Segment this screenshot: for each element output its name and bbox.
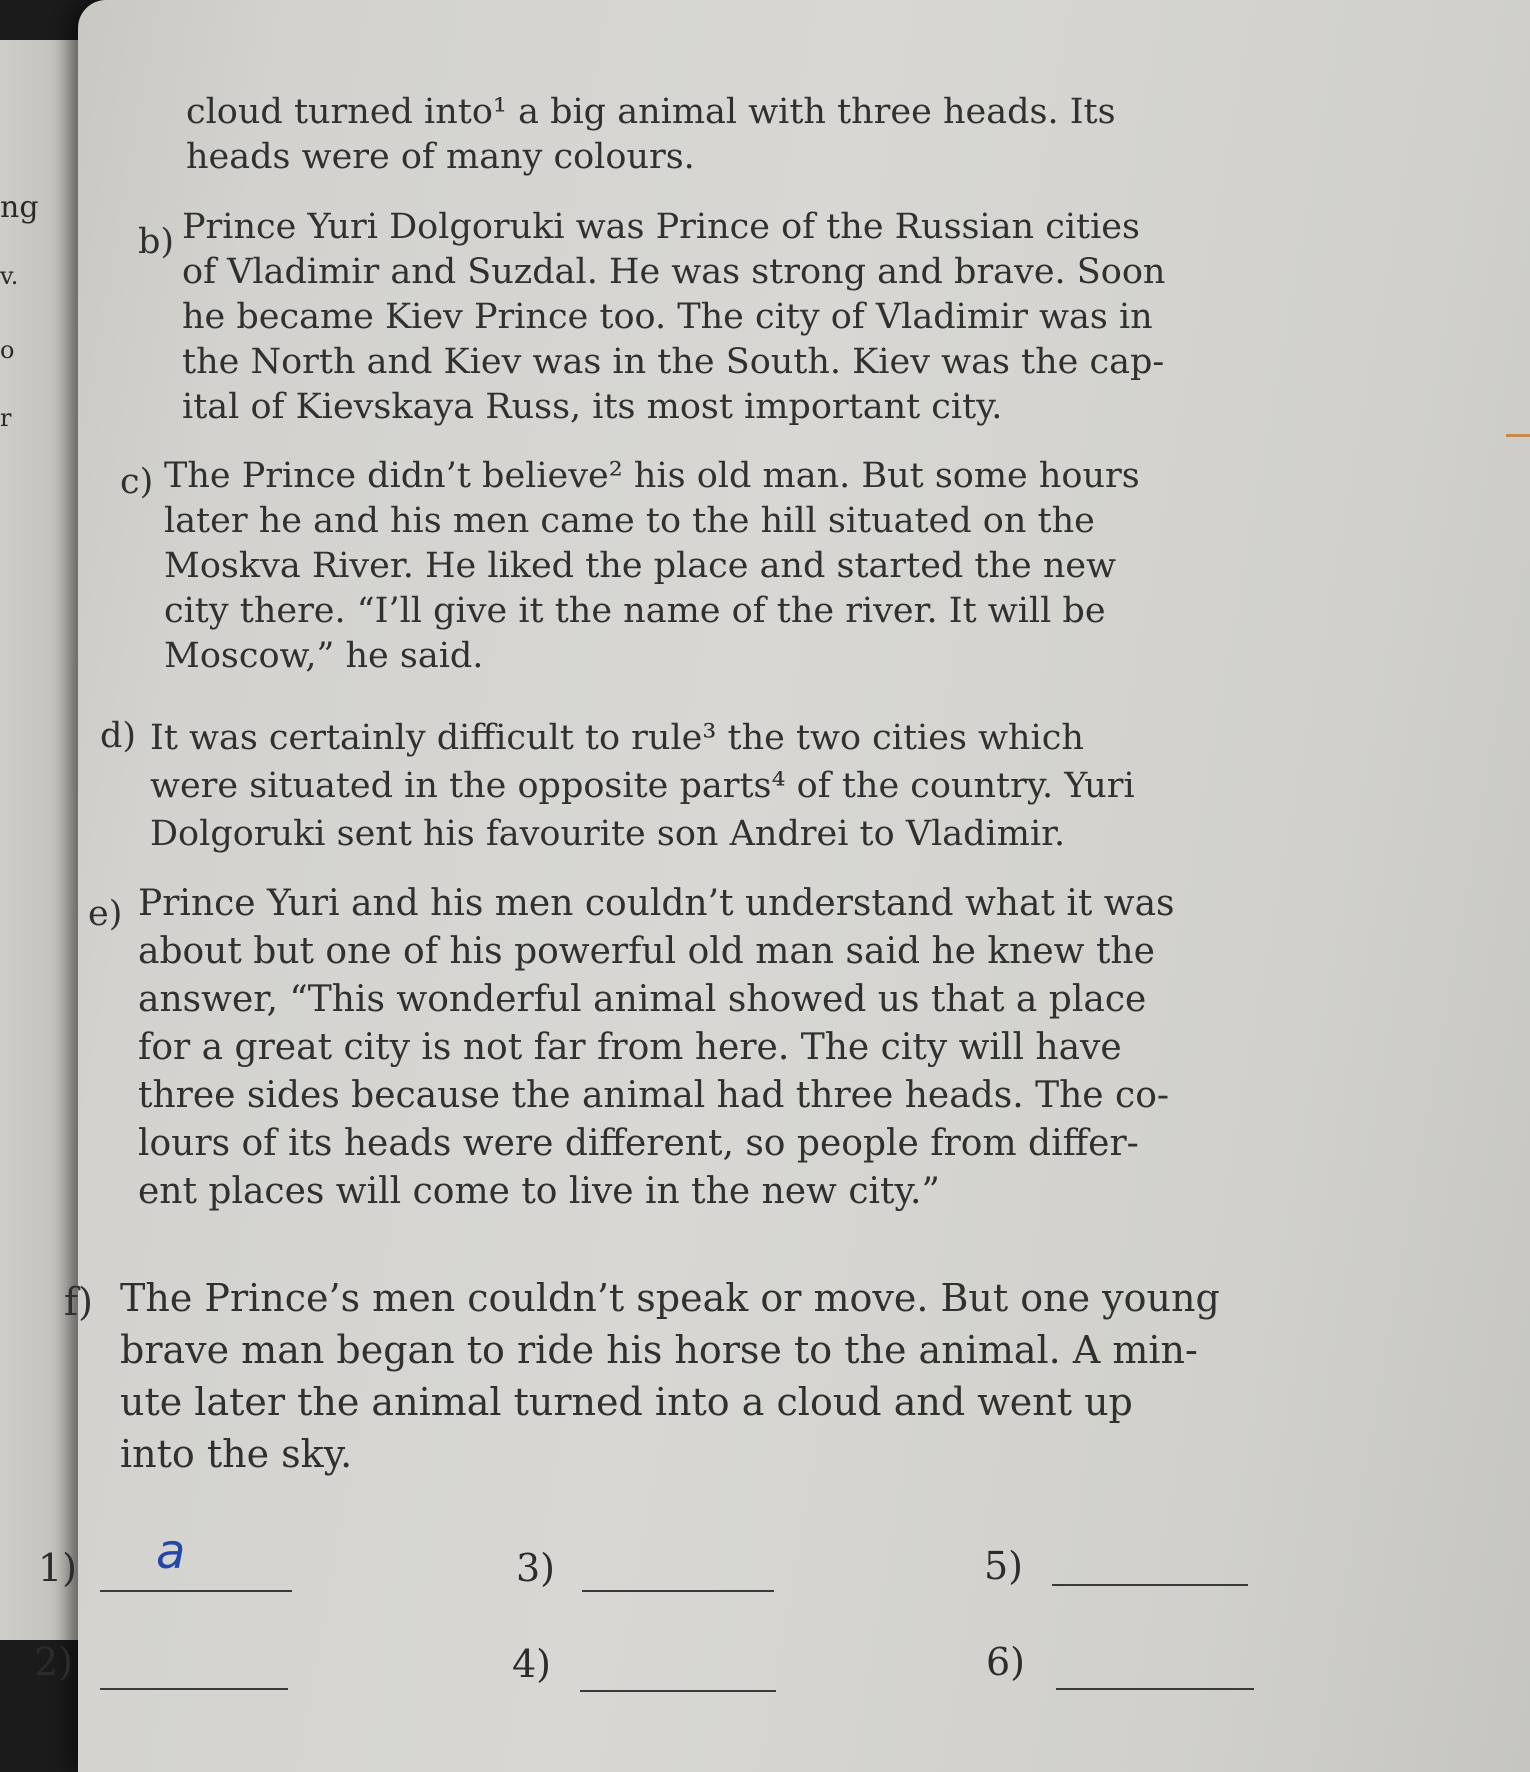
text-line: The Prince didn’t believe² his old man. But some hours <box>164 456 1140 496</box>
text-line: It was certainly difficult to rule³ the two cities which <box>150 718 1084 758</box>
left-page-fragment: r <box>0 404 12 432</box>
text-line: he became Kiev Prince too. The city of Vladimir was in <box>182 297 1153 337</box>
answer-blank[interactable] <box>580 1690 776 1692</box>
textbook-page <box>34 0 1530 1772</box>
answer-blank[interactable] <box>582 1590 774 1592</box>
text-line: heads were of many colours. <box>186 137 695 177</box>
text-line: answer, “This wonderful animal showed us that a place <box>138 979 1147 1020</box>
paragraph-letter: f) <box>64 1280 93 1324</box>
answer-blank[interactable] <box>1056 1688 1254 1690</box>
text-line: ute later the animal turned into a cloud and went up <box>120 1380 1133 1424</box>
paragraph-b <box>182 205 1446 430</box>
paragraph-d <box>150 714 1480 858</box>
answer-label: 6) <box>986 1640 1026 1684</box>
answer-blank[interactable] <box>100 1688 288 1690</box>
answer-label: 4) <box>512 1642 552 1686</box>
text-line: were situated in the opposite parts⁴ of the country. Yuri <box>150 766 1135 806</box>
left-page-fragment: ng <box>0 190 39 225</box>
paragraph-letter: c) <box>120 462 154 502</box>
answer-label: 3) <box>516 1546 556 1590</box>
handwritten-answer: a <box>156 1524 186 1580</box>
text-line: about but one of his powerful old man said he knew the <box>138 931 1155 972</box>
left-page-fragment: v. <box>0 262 19 290</box>
answer-blank[interactable] <box>1052 1584 1248 1586</box>
text-line: Moscow,” he said. <box>164 636 484 676</box>
text-line: later he and his men came to the hill situated on the <box>164 501 1095 541</box>
text-line: the North and Kiev was in the South. Kiev was the cap- <box>182 342 1165 382</box>
text-line: brave man began to ride his horse to the animal. A min- <box>120 1328 1198 1372</box>
paragraph-letter: b) <box>138 222 175 262</box>
paragraph-letter: d) <box>100 716 137 756</box>
paragraph-letter: e) <box>88 894 123 934</box>
text-line: ital of Kievskaya Russ, its most important city. <box>182 387 1003 427</box>
text-line: ent places will come to live in the new city.” <box>138 1171 940 1212</box>
answer-blank[interactable] <box>100 1590 292 1592</box>
answer-label: 5) <box>984 1544 1024 1588</box>
paragraph-a <box>186 90 1436 180</box>
left-page-fragment: o <box>0 336 15 364</box>
answer-label: 2) <box>34 1640 74 1684</box>
text-line: into the sky. <box>120 1432 353 1476</box>
text-line: of Vladimir and Suzdal. He was strong and brave. Soon <box>182 252 1166 292</box>
text-line: city there. “I’ll give it the name of the river. It will be <box>164 591 1106 631</box>
paragraph-e <box>138 880 1498 1216</box>
text-line: Prince Yuri Dolgoruki was Prince of the Russian cities <box>182 207 1140 247</box>
margin-mark <box>1506 434 1530 437</box>
text-line: cloud turned into¹ a big animal with three heads. Its <box>186 92 1116 132</box>
text-line: Moskva River. He liked the place and started the new <box>164 546 1117 586</box>
answer-label: 1) <box>38 1546 78 1590</box>
text-line: Dolgoruki sent his favourite son Andrei to Vladimir. <box>150 814 1066 854</box>
text-line: three sides because the animal had three heads. The co- <box>138 1075 1170 1116</box>
text-line: The Prince’s men couldn’t speak or move. But one young <box>120 1276 1220 1320</box>
paragraph-f <box>120 1272 1530 1480</box>
text-line: Prince Yuri and his men couldn’t understand what it was <box>138 883 1175 924</box>
paragraph-c <box>164 454 1454 679</box>
text-line: for a great city is not far from here. The city will have <box>138 1027 1122 1068</box>
text-line: lours of its heads were different, so people from differ- <box>138 1123 1139 1164</box>
